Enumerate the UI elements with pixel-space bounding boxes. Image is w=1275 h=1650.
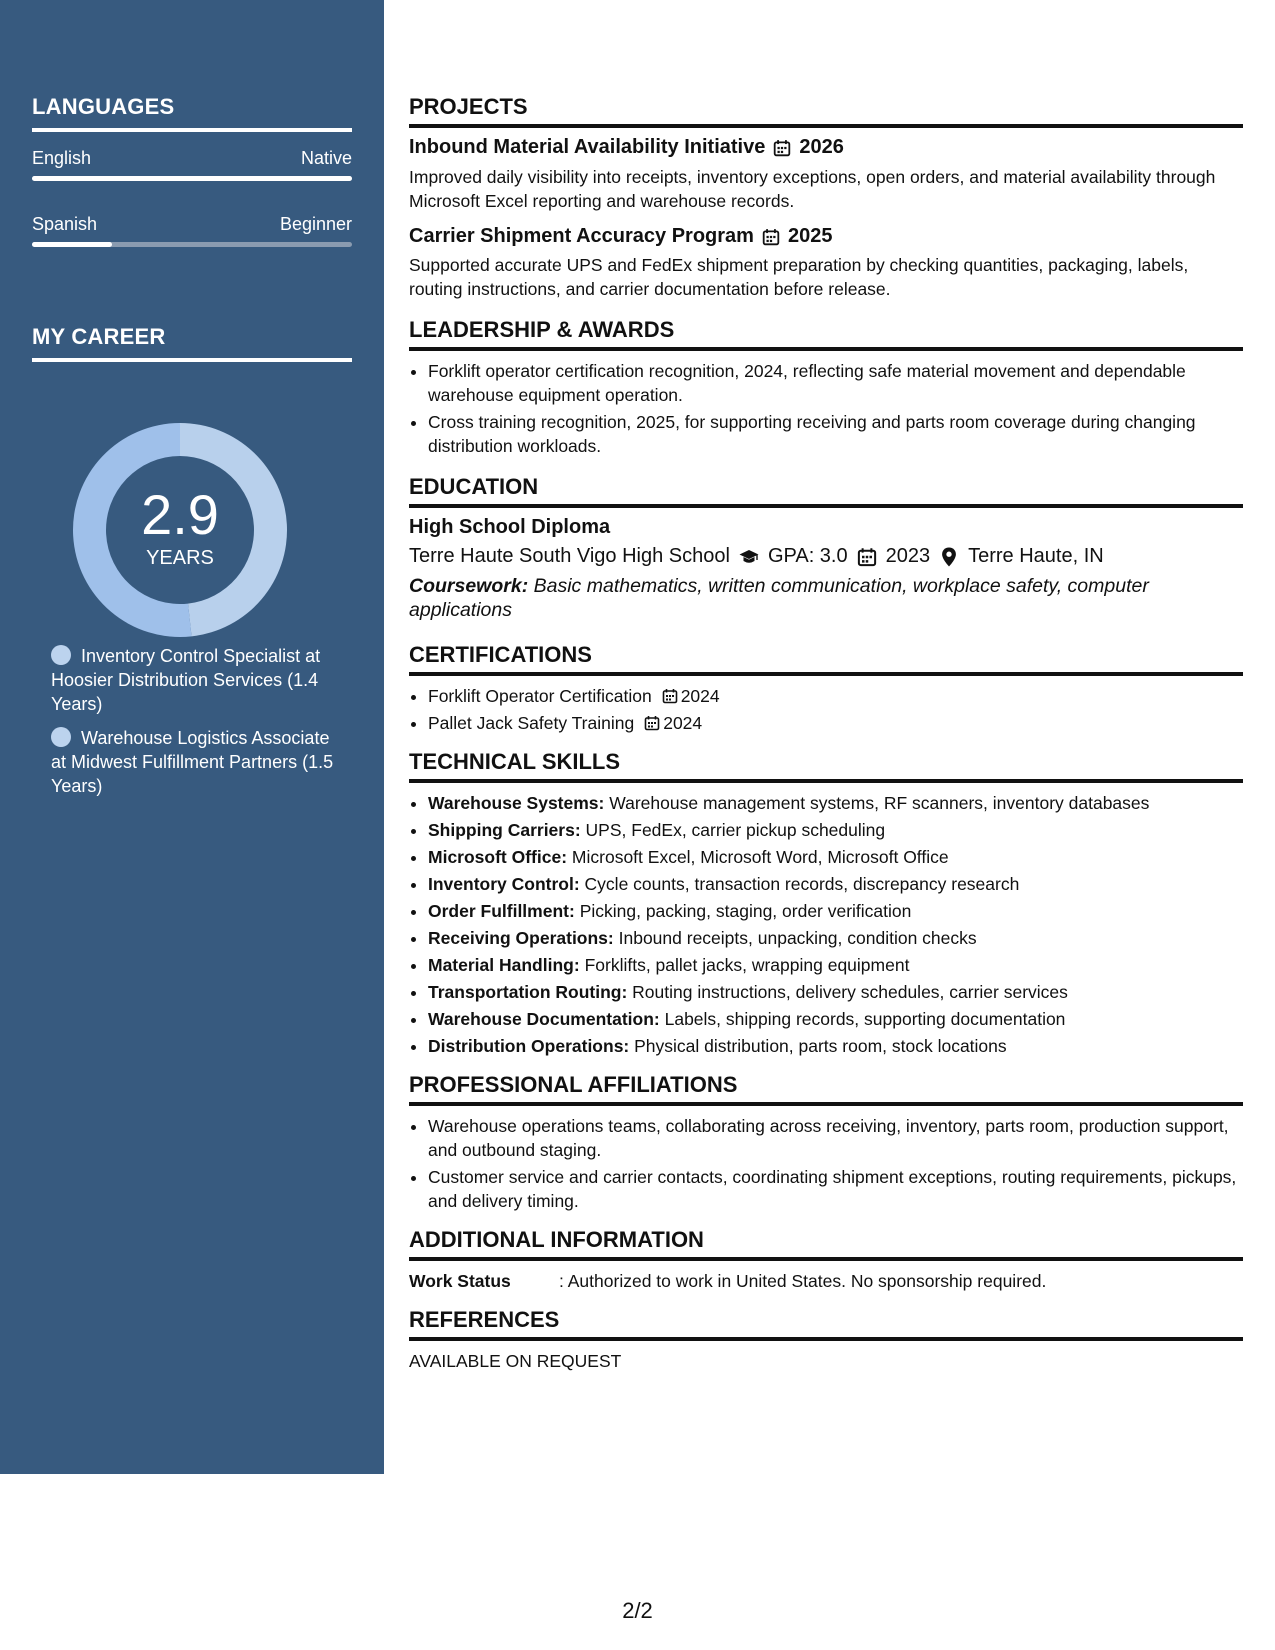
calendar-icon — [857, 547, 877, 567]
education-gpa: GPA: 3.0 — [767, 545, 848, 567]
calendar-icon — [773, 139, 791, 157]
skill-text: Picking, packing, staging, order verification — [579, 901, 912, 921]
education-location: Terre Haute, IN — [968, 545, 1104, 567]
language-bar-fill — [32, 242, 112, 247]
certification-name: Forklift Operator Certification — [428, 686, 652, 706]
skill-text: Cycle counts, transaction records, discrepancy research — [584, 874, 1020, 894]
skill-label: Receiving Operations: — [428, 928, 614, 948]
skill-label: Order Fulfillment: — [428, 901, 575, 921]
language-bar-fill — [32, 176, 352, 181]
map-pin-icon — [939, 547, 959, 567]
page-number: 2/2 — [622, 1598, 653, 1623]
coursework-label: Coursework: — [409, 575, 529, 597]
project-year: 2026 — [799, 136, 844, 158]
language-level: Native — [300, 148, 352, 168]
career-item — [51, 644, 341, 716]
certifications-list — [409, 684, 1243, 735]
skill-text: Physical distribution, parts room, stock locations — [634, 1036, 1007, 1056]
work-status-label: Work Status — [409, 1271, 511, 1291]
skill-item — [428, 980, 1243, 1004]
list-item — [428, 711, 1243, 735]
project-description: Improved daily visibility into receipts, inventory exceptions, open orders, and material availability through Microsoft Excel reporting and warehouse records. — [409, 167, 1216, 211]
language-row-spanish — [32, 214, 352, 235]
skill-label: Shipping Carriers: — [428, 820, 581, 840]
project-name: Inbound Material Availability Initiative — [409, 136, 766, 158]
list-item: • Warehouse operations teams, collaborating across receiving, inventory, parts room, production support, and outbound staging. — [428, 1114, 1243, 1162]
skill-item — [428, 845, 1243, 869]
language-bar-english — [32, 176, 352, 181]
language-bar-spanish — [32, 242, 352, 247]
skill-text: Inbound receipts, unpacking, condition checks — [618, 928, 977, 948]
references-heading: REFERENCES — [409, 1307, 1243, 1341]
sidebar — [0, 0, 384, 1474]
certifications-heading: CERTIFICATIONS — [409, 642, 1243, 676]
project-name: Carrier Shipment Accuracy Program — [409, 225, 754, 247]
skill-text: Routing instructions, delivery schedules, carrier services — [632, 982, 1068, 1002]
certification-year: 2024 — [680, 686, 720, 706]
career-item-text: Inventory Control Specialist at Hoosier Distribution Services (1.4 Years) — [51, 646, 321, 714]
additional-info-heading: ADDITIONAL INFORMATION — [409, 1227, 1243, 1261]
education-details — [409, 545, 1243, 568]
list-item: • Forklift operator certification recognition, 2024, reflecting safe material movement and dependable warehouse equipment operation. — [428, 359, 1243, 407]
calendar-icon — [644, 715, 660, 731]
career-dot-icon — [51, 645, 71, 665]
skill-label: Material Handling: — [428, 955, 580, 975]
skills-heading: TECHNICAL SKILLS — [409, 749, 1243, 783]
list-item: • Cross training recognition, 2025, for supporting receiving and parts room coverage during changing distribution workloads. — [428, 410, 1243, 458]
career-total: 2.9 — [141, 482, 219, 546]
career-donut-chart — [66, 416, 294, 644]
education-school: Terre Haute South Vigo High School — [409, 545, 730, 567]
skill-item — [428, 899, 1243, 923]
skill-label: Microsoft Office: — [428, 847, 568, 867]
leadership-heading: LEADERSHIP & AWARDS — [409, 317, 1243, 351]
skill-label: Distribution Operations: — [428, 1036, 630, 1056]
project-title — [409, 136, 1243, 159]
career-unit: YEARS — [146, 546, 214, 569]
skill-item — [428, 818, 1243, 842]
skill-label: Transportation Routing: — [428, 982, 628, 1002]
list-item — [428, 684, 1243, 708]
affiliations-list — [409, 1114, 1243, 1213]
main-content — [409, 94, 1243, 1373]
project-description: Supported accurate UPS and FedEx shipment preparation by checking quantities, packaging, labels, routing instructions, and carrier documentation before release. — [409, 255, 1189, 299]
graduation-cap-icon — [739, 547, 759, 567]
skill-text: Labels, shipping records, supporting documentation — [664, 1009, 1066, 1029]
work-status-row — [409, 1269, 1243, 1293]
skill-label: Inventory Control: — [428, 874, 580, 894]
career-heading: MY CAREER — [32, 324, 352, 362]
skill-item — [428, 872, 1243, 896]
work-status-value: : Authorized to work in United States. No sponsorship required. — [559, 1271, 1047, 1291]
skill-text: Forklifts, pallet jacks, wrapping equipment — [584, 955, 910, 975]
skill-item — [428, 1034, 1243, 1058]
calendar-icon — [762, 228, 780, 246]
skill-text: Warehouse management systems, RF scanners, inventory databases — [609, 793, 1150, 813]
project-year: 2025 — [787, 225, 833, 247]
skill-text: UPS, FedEx, carrier pickup scheduling — [585, 820, 886, 840]
language-level: Beginner — [279, 214, 352, 234]
skill-label: Warehouse Documentation: — [428, 1009, 660, 1029]
career-dot-icon — [51, 727, 71, 747]
skill-item — [428, 953, 1243, 977]
education-degree: High School Diploma — [409, 516, 611, 538]
leadership-list — [409, 359, 1243, 458]
career-item-text: Warehouse Logistics Associate at Midwest Fulfillment Partners (1.5 Years) — [51, 728, 334, 796]
skills-list — [409, 791, 1243, 1058]
education-heading: EDUCATION — [409, 474, 1243, 508]
list-item: • Customer service and carrier contacts, coordinating shipment exceptions, routing requirements, pickups, and delivery timing. — [428, 1165, 1243, 1213]
language-name: English — [32, 148, 92, 168]
education-year: 2023 — [885, 545, 931, 567]
skill-text: Microsoft Excel, Microsoft Word, Microsoft Office — [571, 847, 949, 867]
references-text: AVAILABLE ON REQUEST — [409, 1351, 622, 1371]
certification-year: 2024 — [663, 713, 703, 733]
affiliations-heading: PROFESSIONAL AFFILIATIONS — [409, 1072, 1243, 1106]
career-donut-center — [66, 416, 294, 644]
languages-heading: LANGUAGES — [32, 94, 352, 132]
skill-item — [428, 791, 1243, 815]
skill-item — [428, 926, 1243, 950]
skill-item — [428, 1007, 1243, 1031]
language-name: Spanish — [32, 214, 98, 234]
language-row-english — [32, 148, 352, 169]
coursework-text: Basic mathematics, written communication, workplace safety, computer applications — [409, 575, 1149, 621]
project-title — [409, 225, 1243, 248]
projects-heading: PROJECTS — [409, 94, 1243, 128]
calendar-icon — [662, 688, 678, 704]
career-item — [51, 726, 341, 798]
certification-name: Pallet Jack Safety Training — [428, 713, 635, 733]
skill-label: Warehouse Systems: — [428, 793, 605, 813]
education-coursework — [409, 574, 1243, 622]
